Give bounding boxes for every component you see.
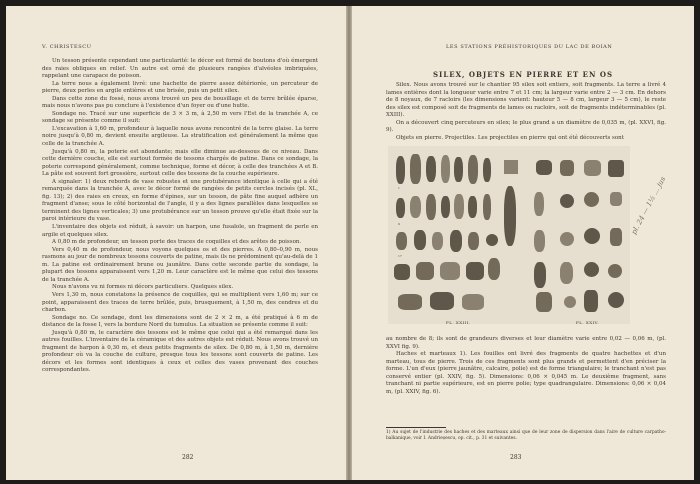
stone-hammer xyxy=(560,262,573,284)
flint-blade xyxy=(468,196,477,218)
plate-caption-xxiii: PL. XXIII. xyxy=(446,320,471,325)
flint-blade xyxy=(396,198,405,218)
percussor-stone xyxy=(584,192,599,207)
flint-blade xyxy=(396,156,405,184)
percussor-stone xyxy=(560,232,574,246)
flint-fragment xyxy=(432,232,443,250)
flint-blade xyxy=(441,155,450,183)
flint-blade xyxy=(468,155,478,184)
flint-blade xyxy=(534,230,545,252)
flint-scraper xyxy=(466,262,484,280)
right-bottom-text xyxy=(386,336,666,396)
artifact-plate-photo xyxy=(388,146,630,324)
left-page xyxy=(6,6,346,480)
flint-fragment xyxy=(468,232,479,250)
stone-axe xyxy=(584,290,598,312)
left-body-text xyxy=(42,58,318,375)
paragraph: On a découvert cinq percuteurs en silex; le plus grand a un diamètre de 0,035 m, (pl. XXVI, fig. 9). xyxy=(386,119,666,134)
paragraph: Un tesson présente cependant une particularité: le décor est formé de boutons d'où émergent des raies obliques en relief. Un autre est orné de plusieurs rangées d'alvéoles imbriquées, rappelant une carapace de poisson. xyxy=(42,58,318,80)
stone-axe xyxy=(584,160,601,176)
flint-core xyxy=(462,294,484,310)
paragraph: L'inventaire des objets est réduit, à savoir: un harpon, une fusaïole, un fragment de perle en argile et quelques silex. xyxy=(42,224,318,238)
paragraph: Sondage no. Ce sondage, dont les dimensions sont de 2 × 2 m, a été pratiqué à 6 m de distance de la fosse I, vers la bordure Nord du tumulus. La situation se présente comme il suit: xyxy=(42,314,318,329)
paragraph: Haches et marteaux 1). Les fouilles ont livré des fragments de quatre hachettes et d'un marteau, tous de pierre. Trois de ces fragments sont plus grands et permettent d'en préciser la forme. L'un d'eux (pierre jaunâtre, calcaire, polie) est de forme triangulaire; le tranchant n'est pas conservé entier (pl. XXIV, fig. 5). Dimensions: 0,06 × 0,045 m. Le deuxième fragment, sans tranchant ni partie supérieure, est en pierre polie; type quadrangulaire. Dimensions: 0,06 × 0,04 m, (pl. XXIV, fig. 6). xyxy=(386,351,666,395)
figure-number: 17 xyxy=(398,254,402,258)
footnote-divider xyxy=(386,427,446,428)
flint-scraper xyxy=(440,262,460,280)
paragraph: Sondage no. Tracé sur une superficie de 3 × 3 m, à 2,50 m vers l'Est de la tranchée A, ce sondage se présente comme il suit: xyxy=(42,110,318,125)
running-head-left: V. CHRISTESCU xyxy=(42,44,92,50)
flint-blade xyxy=(441,196,450,218)
flint-blade xyxy=(483,158,491,182)
right-top-text xyxy=(386,82,666,142)
flint-blade xyxy=(426,156,436,182)
running-head-right: LES STATIONS PRÉHISTORIQUES DU LAC DE BOIAN xyxy=(446,44,613,50)
flint-blade xyxy=(534,192,544,216)
flint-blade xyxy=(426,194,436,220)
percussor-stone xyxy=(564,296,576,308)
right-page xyxy=(352,6,694,480)
long-flint-blade xyxy=(504,186,516,246)
stone-projectile xyxy=(584,262,599,277)
figure-number: 9 xyxy=(398,222,400,226)
section-title: SILEX, OBJETS EN PIERRE ET EN OS xyxy=(432,70,613,79)
paragraph: Jusqu'à 0,80 m, la poterie est abondante; mais elle diminue au-dessous de ce niveau. Dans cette dernière couche, elle est surtout formée de tessons chargés de patine. Dans ce sondage, la poterie correspond généralement, comme technique, forme et décor, à celle des tranchées A et B. La pâte est souvent fort grossière, surtout celle des tessons de la couche supérieure. xyxy=(42,148,318,178)
paragraph: Nous n'avons vu ni formes ni décors particuliers. Quelques silex. xyxy=(52,284,234,291)
paragraph: Objets en pierre. Projectiles. Les projectiles en pierre qui ont été découverts sont xyxy=(396,134,624,141)
flint-blade xyxy=(410,196,421,218)
handwritten-annotation: pl. 24 — 1½ ... jus xyxy=(630,175,668,236)
flint-scraper xyxy=(536,160,552,175)
figure-number: 1 xyxy=(398,186,400,190)
percussor-stone xyxy=(560,194,574,208)
paragraph: La terre nous a également livré: une hachette de pierre assez détériorée, un percuteur de pierre, deux perles en argile entières et une brisée, puis un petit silex. xyxy=(42,80,318,95)
paragraph: Vers 0,40 m de profondeur, nous voyons quelques os et des pierres. A 0,80–0,90 m, nous rasmons au jour de nombreux tessons couverts de patine, mais ils ne prédominent qu'au-delà de 1 m. La patine est ordinairement brune ou jaunâtre. Dans cette seconde partie du sondage, la plupart des tessons apparaissent vers 1,20 m. Leur caractère est le même que celui des tessons de la tranchée A. xyxy=(42,246,318,283)
paragraph: L'excavation à 1,60 m, profondeur à laquelle nous avons rencontré de la terre glaise. La terre noire jusqu'à 0,80 m, devient ensuite argileuse. La stratification est généralement la même que celle de la tranchée A. xyxy=(42,125,318,148)
flint-blade xyxy=(410,154,421,184)
paragraph: Dans cette zone du fossé, nous avons trouvé un peu de bousillage et de terre brûlée éparse, mais nous n'avons pas pu conclure à l'existence d'un foyer ou d'une hutte. xyxy=(42,95,318,110)
paragraph: A signaler: 1) deux rebords de vase robustes et une protubérance identique à celle qui a été remarquée dans la tranchée A, avec le décor formé de rangées de petits cercles incisés (pl. XL, fig. 13); 2) des raies en creux, en forme d'épines, sur un tesson, de pâte fine auquel adhère un fragment d'anse; sous le côté horizontal de l'angle, il y a des lignes parallèles dans lesquelles se terminent des lignes verticales; 3) une protubérance sur un tesson prouve qu'elle était fixée sur la paroi intérieure du vase. xyxy=(42,178,318,223)
flint-core xyxy=(398,294,422,310)
flint-blade xyxy=(488,258,500,280)
paragraph: Vers 1,30 m, nous constatons la présence de coquilles, qui se multiplient vers 1,60 m; sur ce point, apparaissent des traces de terre brûlée, puis, brusquement, à 1,50 m, des cendres et du charbon. xyxy=(42,291,318,314)
flint-blade xyxy=(454,194,464,219)
stone-axe xyxy=(608,160,624,177)
paragraph: A 0,80 m de profondeur, un tesson porte des traces de coquilles et des arêtes de poisson. xyxy=(52,239,302,246)
stone-projectile xyxy=(584,228,600,244)
flint-fragment xyxy=(414,230,426,250)
flint-blade xyxy=(483,194,491,220)
stone-projectile xyxy=(610,192,622,206)
flint-core xyxy=(394,264,410,280)
paragraph: Jusqu'à 0,80 m, le caractère des tessons est le même que celui qui a été remarqué dans les autres fouilles. L'inventaire de la céramique et des autres objets est réduit. Nous avons trouvé un fragment de harpon à 0,30 m, et deux petits fragments de silex. De 0,80 m, à 1,50 m, dernière profondeur où va la couche de culture, presque tous les tessons sont couverts de patine. Les décors et les formes sont identiques à ceux et celles des vases provenant des couches correspondantes. xyxy=(42,329,318,374)
page-number-left: 282 xyxy=(182,454,194,461)
paragraph: Silex. Nous avons trouvé sur le chantier 95 silex soit entiers, soit fragments. La terre a livré 4 lames entières dont la longueur varie entre 7 et 11 cm; la largeur varie entre 2 — 3 cm. En dehors de 8 noyaux, de 7 racloirs (les dimensions varient: hauteur 5 — 8 cm, largeur 3 — 5 cm), le reste des silex est composé soit de fragments de lames ou racloirs, soit de fragments indéterminables (pl. XXIII). xyxy=(386,82,666,119)
flint-core xyxy=(416,262,434,280)
flint-blade xyxy=(454,157,463,182)
footnote: 1) Au sujet de l'industrie des haches et des marteaux ainsi que de leur zone de dispersion dans l'aire de culture carpatho-balkanique, voir I. Andrieșescu, op. cit., p. 31 et suivantes. xyxy=(386,430,666,441)
plate-caption-xxiv: PL. XXIV. xyxy=(576,320,600,325)
flint-core xyxy=(430,292,454,310)
stone-projectile xyxy=(608,292,624,308)
flint-fragment xyxy=(450,230,462,252)
flint-core xyxy=(504,160,518,174)
stone-projectile xyxy=(608,264,622,278)
flint-scraper xyxy=(560,160,574,176)
flint-blade xyxy=(534,262,546,288)
stone-axe xyxy=(610,228,622,246)
stone-axe xyxy=(536,292,552,312)
percussor-stone xyxy=(486,234,498,246)
page-number-right: 283 xyxy=(510,454,522,461)
paragraph: au nombre de 8; ils sont de grandeurs diverses et leur diamètre varie entre 0,02 — 0,06 m, (pl. XXVI fig. 9). xyxy=(386,336,666,350)
flint-fragment xyxy=(396,232,407,250)
